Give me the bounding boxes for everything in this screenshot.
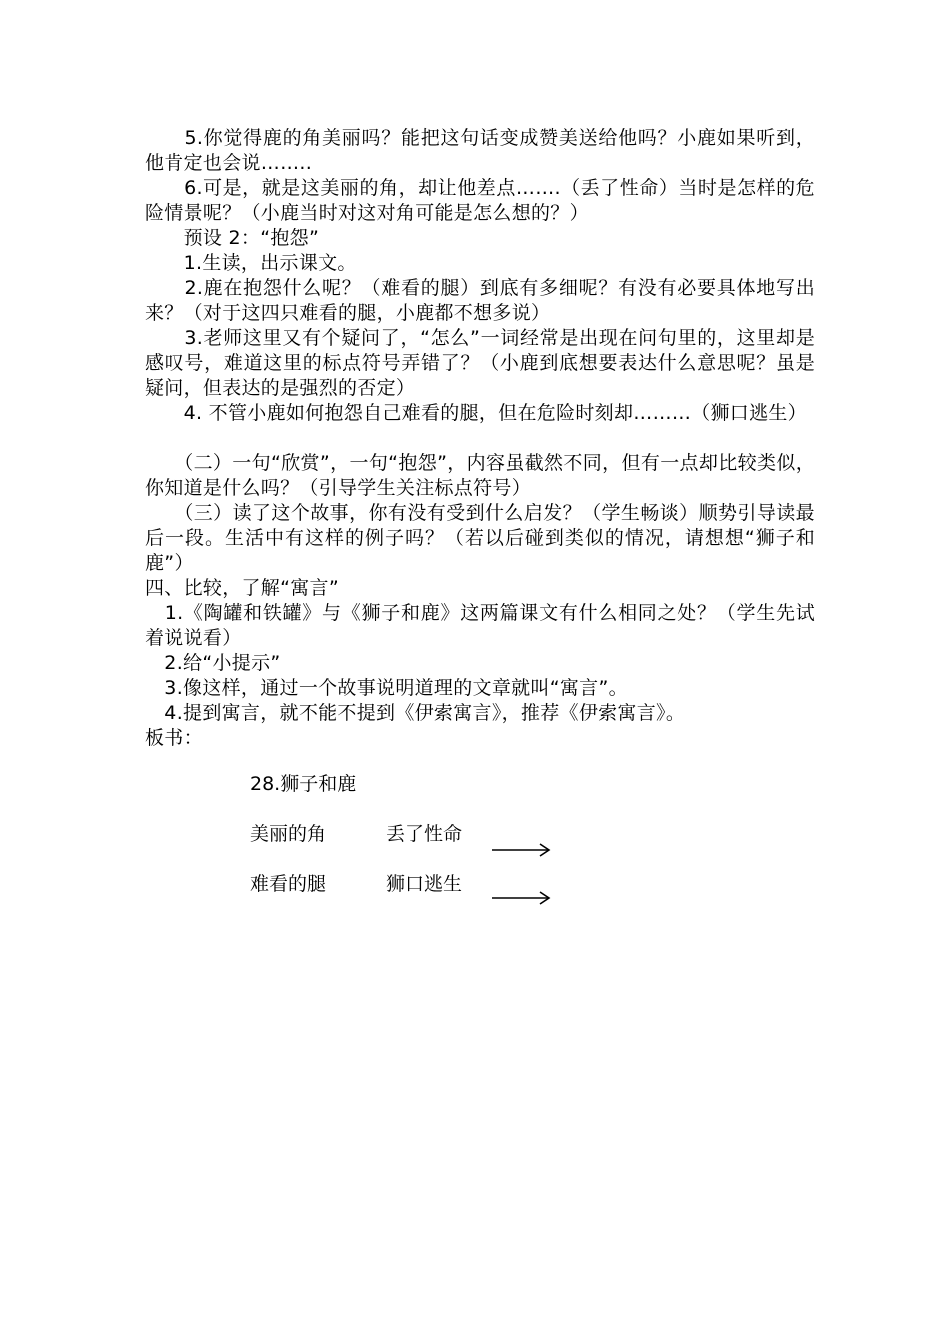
arrow-right-icon xyxy=(490,840,554,860)
paragraph-4: 4. 不管小鹿如何抱怨自己难看的腿，但在危险时刻却………（狮口逃生） xyxy=(145,402,807,424)
section-4-item-1: 1.《陶罐和铁罐》与《狮子和鹿》这两篇课文有什么相同之处？（学生先试着说说看） xyxy=(145,602,815,649)
arrow-right-icon xyxy=(490,888,554,908)
section-4-heading: 四、比较，了解“寓言” xyxy=(145,577,339,599)
section-4-item-2: 2.给“小提示” xyxy=(145,652,281,674)
preset-2-heading: 预设 2：“抱怨” xyxy=(145,227,320,249)
board-row2-right: 狮口逃生 xyxy=(386,873,463,895)
paragraph-part-2: （二）一句“欣赏”，一句“抱怨”，内容虽截然不同，但有一点却比较类似，你知道是什么吗？（引导学生关注标点符号） xyxy=(145,452,815,499)
board-label: 板书： xyxy=(145,727,203,749)
paragraph-1: 1.生读，出示课文。 xyxy=(145,252,357,274)
paragraph-3: 3.老师这里又有个疑问了，“怎么”一词经常是出现在问句里的，这里却是感叹号，难道这里的标点符号弄错了？（小鹿到底想要表达什么意思呢？虽是疑问，但表达的是强烈的否定） xyxy=(145,327,815,399)
paragraph-6: 6.可是，就是这美丽的角，却让他差点…….（丢了性命）当时是怎样的危险情景呢？（小鹿当时对这对角可能是怎么想的？） xyxy=(145,177,815,224)
section-4-item-3: 3.像这样，通过一个故事说明道理的文章就叫“寓言”。 xyxy=(145,677,628,699)
board-row1-right: 丢了性命 xyxy=(386,823,463,845)
board-row2-left: 难看的腿 xyxy=(250,873,327,895)
board-title: 28.狮子和鹿 xyxy=(250,773,357,795)
paragraph-2: 2.鹿在抱怨什么呢？（难看的腿）到底有多细呢？有没有必要具体地写出来？（对于这四只难看的腿，小鹿都不想多说） xyxy=(145,277,815,324)
paragraph-5: 5.你觉得鹿的角美丽吗？能把这句话变成赞美送给他吗？小鹿如果听到，他肯定也会说…….. xyxy=(145,127,815,174)
board-row1-left: 美丽的角 xyxy=(250,823,327,845)
section-4-item-4: 4.提到寓言，就不能不提到《伊索寓言》，推荐《伊索寓言》。 xyxy=(145,702,686,724)
paragraph-part-3: （三）读了这个故事，你有没有受到什么启发？（学生畅谈）顺势引导读最后一段。生活中有这样的例子吗？（若以后碰到类似的情况，请想想“狮子和鹿”） xyxy=(145,502,815,574)
